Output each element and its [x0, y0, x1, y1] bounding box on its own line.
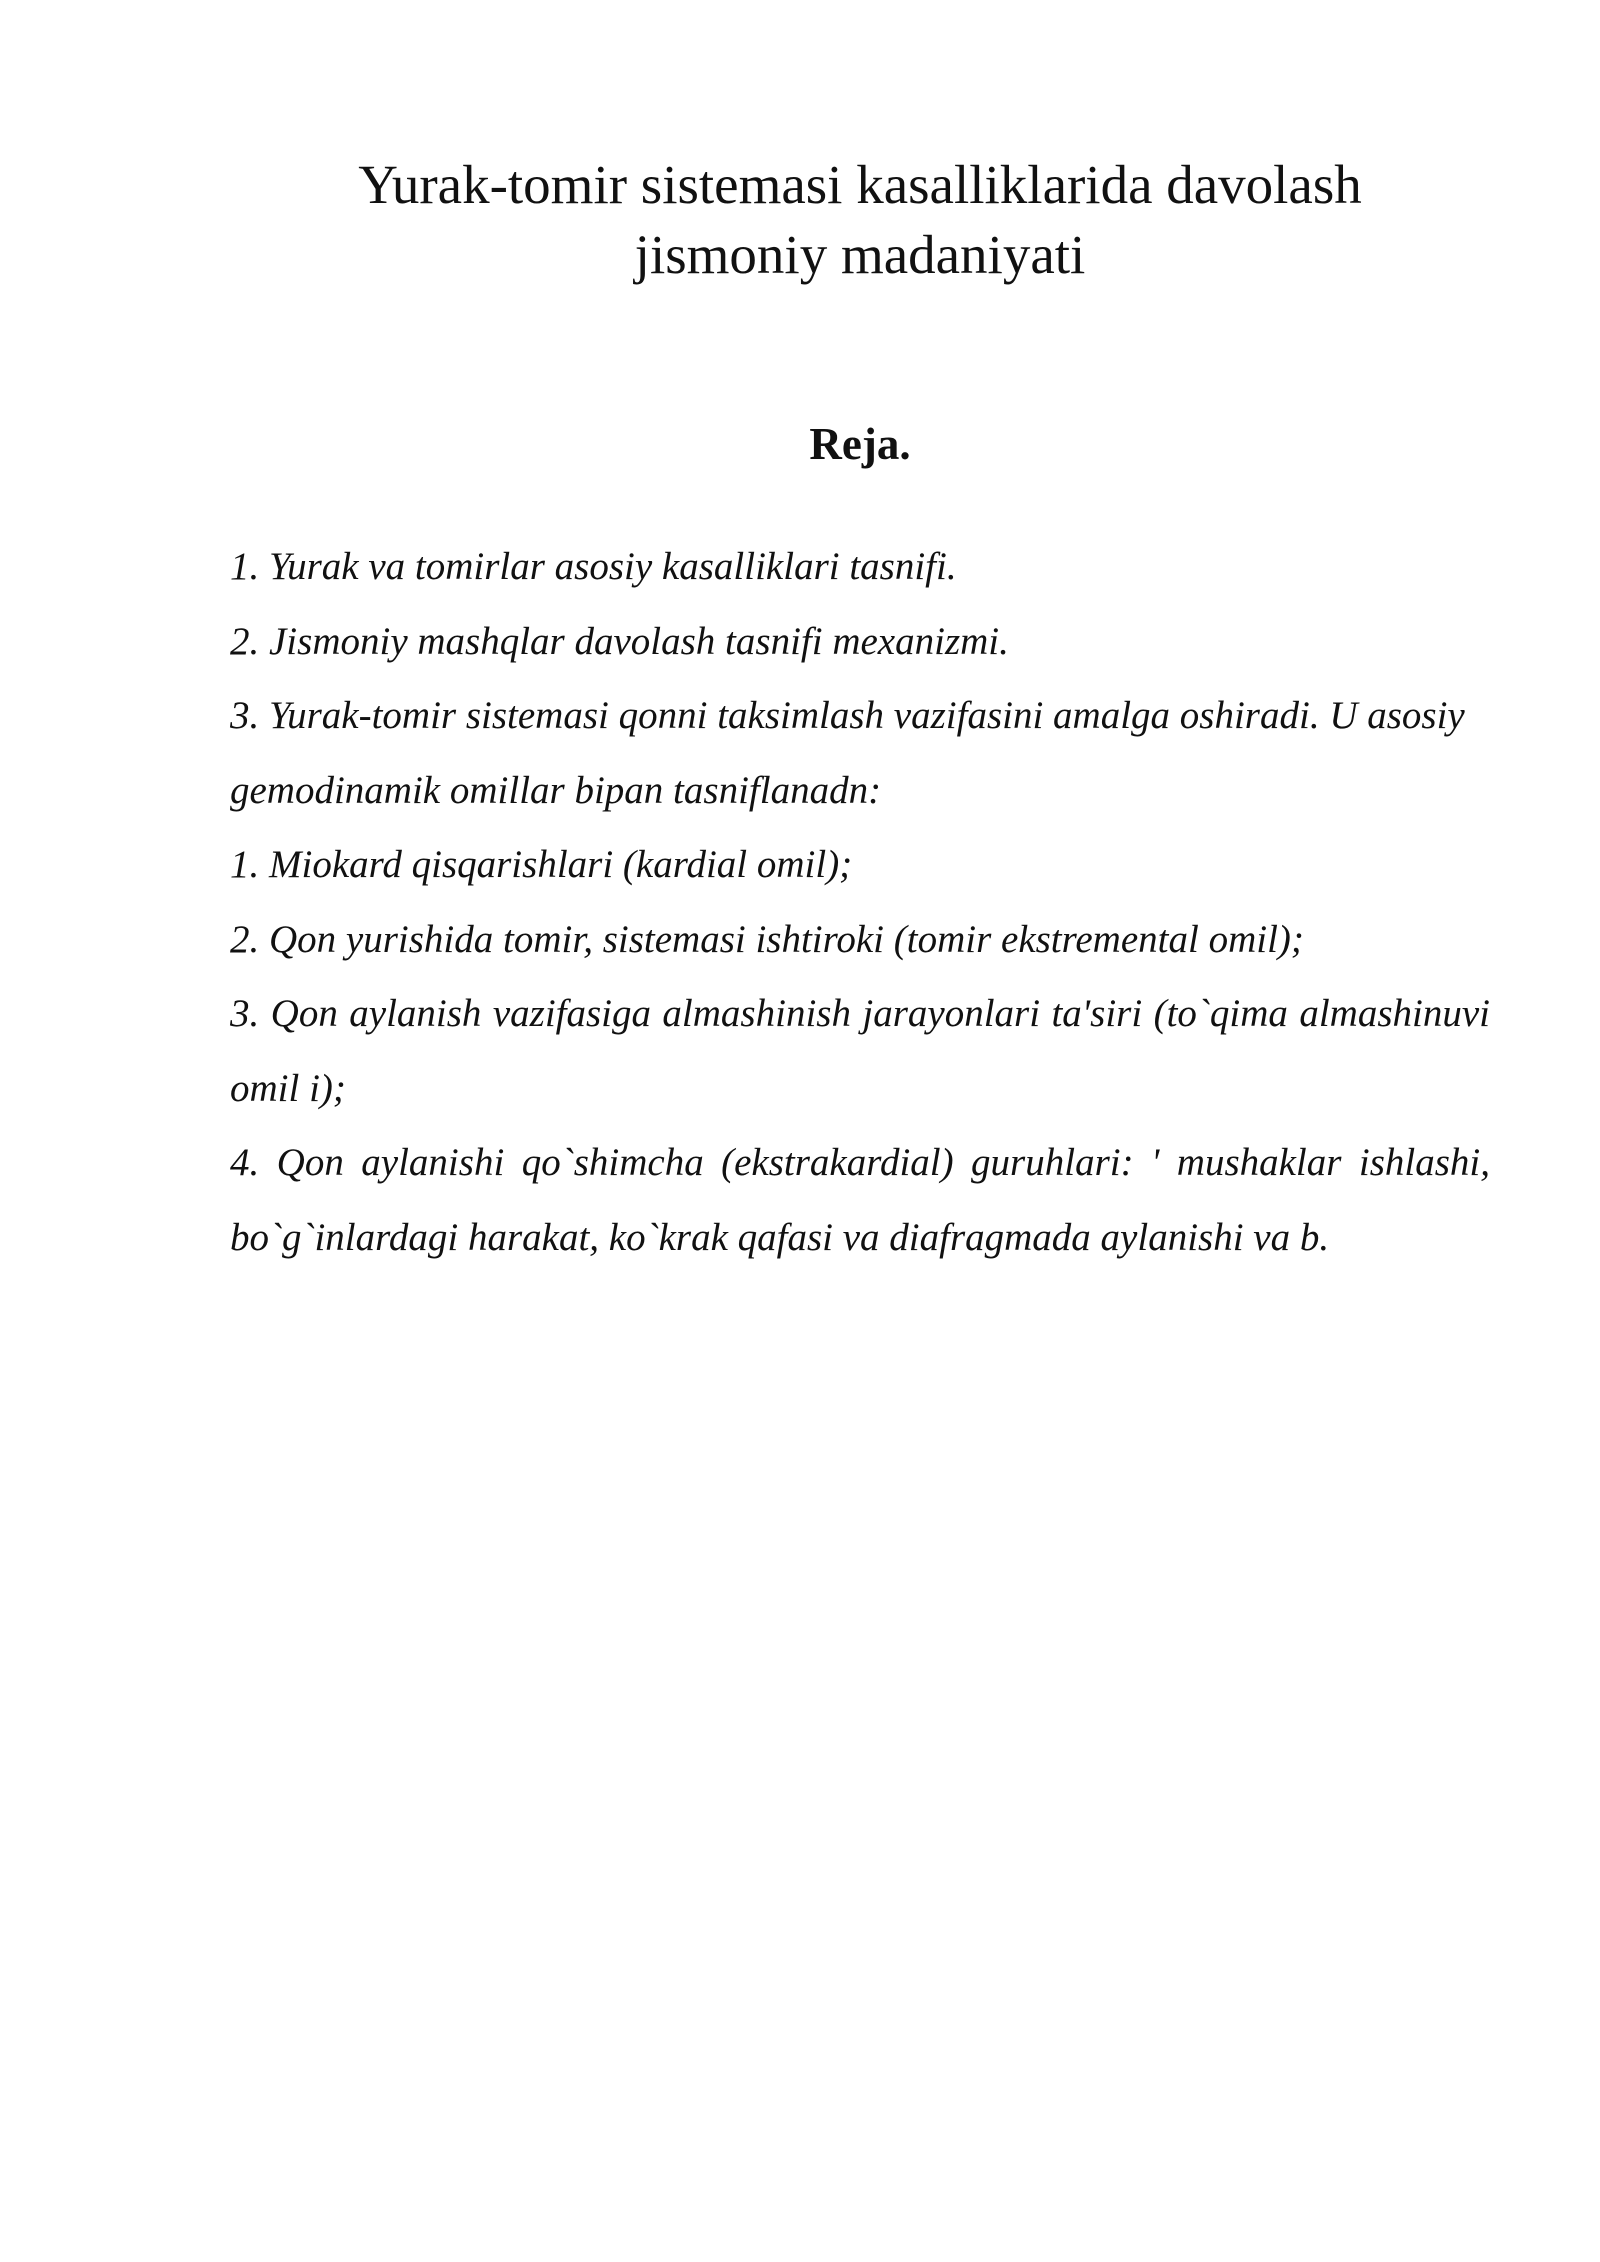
plan-item-1: 1. Yurak va tomirlar asosiy kasalliklari tasnifi. [230, 545, 957, 588]
plan-item-3: 3. Yurak-tomir sistemasi qonni taksimlash vazifasini amalga oshiradi. U asosiy gemodinamik omillar bipan tasniflanadn: [230, 694, 1465, 812]
factor-item-4: 4. Qon aylanishi qo`shimcha (ekstrakardial) guruhlari: ' mushaklar ishlashi, bo`g`inlardagi harakat, ko`krak qafasi va diafragmada aylanishi va b. [230, 1141, 1490, 1259]
document-title-line-2: jismoniy madaniyati [634, 224, 1086, 285]
document-title-line-1: Yurak-tomir sistemasi kasalliklarida davolash [358, 154, 1362, 215]
document-body [230, 530, 1490, 1275]
plan-item-2: 2. Jismoniy mashqlar davolash tasnifi mexanizmi. [230, 619, 1009, 663]
factor-item-1: 1. Miokard qisqarishlari (kardial omil); [230, 843, 853, 886]
factor-item-2: 2. Qon yurishida tomir, sistemasi ishtiroki (tomir ekstremental omil); [230, 917, 1304, 961]
plan-heading: Reja. [809, 419, 911, 469]
factor-item-3: 3. Qon aylanish vazifasiga almashinish jarayonlari ta'siri (to`qima almashinuvi omil i); [230, 992, 1490, 1110]
document-title [200, 150, 1520, 290]
